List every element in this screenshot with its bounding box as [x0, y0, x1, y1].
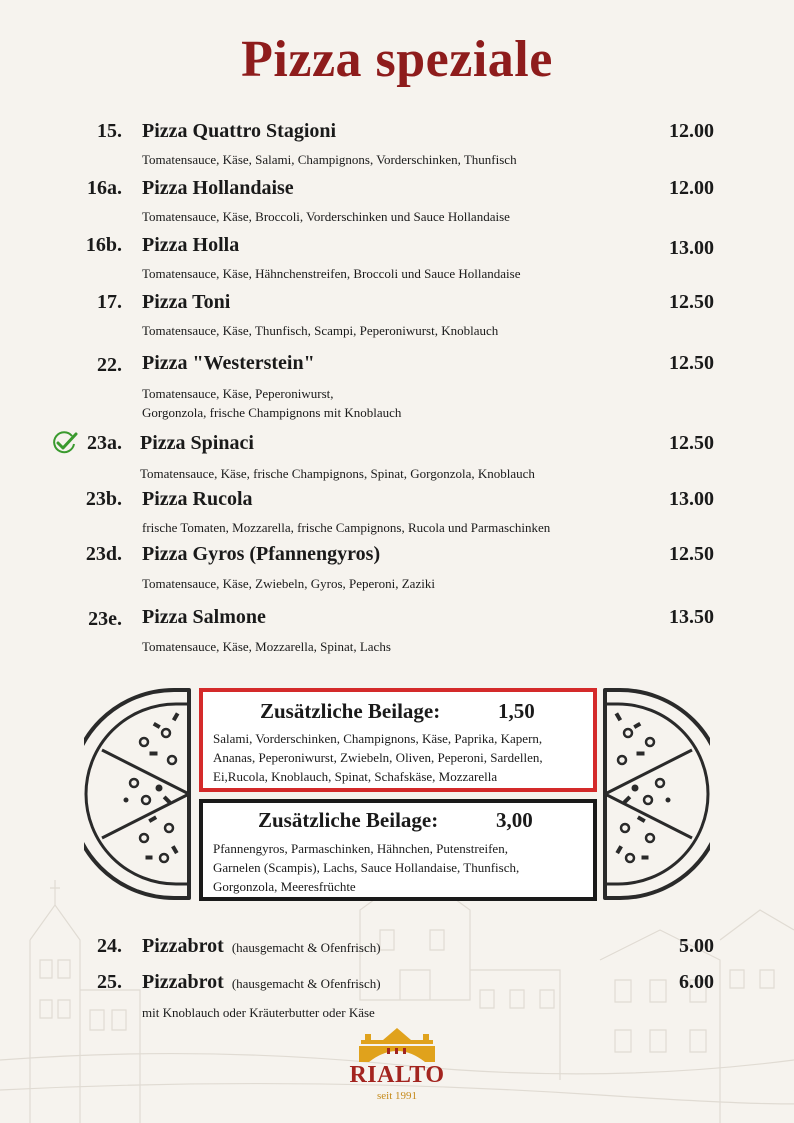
item-price: 12.50: [669, 543, 714, 565]
item-name: Pizza Gyros (Pfannengyros): [142, 543, 381, 565]
item-number: 24.: [97, 935, 122, 957]
item-price: 13.50: [669, 606, 714, 628]
logo-tagline: seit 1991: [376, 1090, 418, 1102]
item-name: Pizza Spinaci: [140, 432, 254, 454]
item-description: Tomatensauce, Käse, Thunfisch, Scampi, Peperoniwurst, Knoblauch: [142, 323, 499, 338]
item-name: [142, 971, 381, 994]
item-price: 12.50: [669, 352, 714, 374]
item-number: 17.: [97, 291, 122, 313]
item-price: 12.50: [669, 432, 714, 454]
item-price: 13.00: [669, 237, 714, 259]
pizza-half-right-icon: [600, 688, 710, 900]
item-number: 23d.: [85, 543, 122, 565]
rialto-bridge-icon: [337, 1018, 457, 1064]
extras-box-2: [199, 799, 597, 901]
logo-name: RIALTO: [349, 1062, 445, 1088]
item-name: Pizza Toni: [142, 291, 231, 313]
extras-line: Garnelen (Scampis), Lachs, Sauce Hollandaise, Thunfisch,: [213, 860, 520, 875]
item-name-text: Pizzabrot: [142, 935, 224, 957]
description-line: Gorgonzola, frische Champignons mit Knoblauch: [142, 405, 402, 420]
extras-price: 1,50: [498, 699, 535, 723]
item-price: 12.00: [669, 177, 714, 199]
rialto-logo: [337, 1018, 457, 1108]
pizza-half-left-icon: [84, 688, 194, 900]
item-number: 23a.: [87, 432, 122, 454]
item-name: Pizza Quattro Stagioni: [142, 120, 337, 142]
item-price: 12.00: [669, 120, 714, 142]
item-number: 15.: [97, 120, 122, 142]
description-line: Tomatensauce, Käse, Peperoniwurst,: [142, 386, 334, 401]
item-description: frische Tomaten, Mozzarella, frische Campignons, Rucola und Parmaschinken: [142, 520, 551, 535]
item-name: [142, 935, 381, 958]
item-description: Tomatensauce, Käse, Mozzarella, Spinat, Lachs: [142, 639, 391, 654]
extras-price: 3,00: [496, 808, 533, 832]
item-name: Pizza Rucola: [142, 488, 253, 510]
item-price: 13.00: [669, 488, 714, 510]
item-number: 23e.: [88, 608, 122, 630]
item-name-text: Pizzabrot: [142, 971, 224, 993]
item-name: Pizza Salmone: [142, 606, 266, 628]
item-number: 16a.: [87, 177, 122, 199]
item-description: Tomatensauce, Käse, Broccoli, Vorderschinken und Sauce Hollandaise: [142, 209, 510, 224]
item-description: Tomatensauce, Käse, Hähnchenstreifen, Broccoli und Sauce Hollandaise: [142, 266, 521, 281]
item-description: [142, 384, 662, 422]
item-description: Tomatensauce, Käse, Salami, Champignons, Vorderschinken, Thunfisch: [142, 152, 517, 167]
item-name: Pizza "Westerstein": [142, 352, 315, 374]
item-number: 22.: [97, 354, 122, 376]
extras-label: Zusätzliche Beilage:: [260, 699, 441, 723]
extras-label: Zusätzliche Beilage:: [258, 808, 439, 832]
item-note: (hausgemacht & Ofenfrisch): [231, 940, 381, 955]
item-price: 5.00: [679, 935, 714, 957]
extras-line: Salami, Vorderschinken, Champignons, Käse, Paprika, Kapern,: [213, 731, 543, 746]
item-number: 23b.: [85, 488, 122, 510]
page-title: Pizza speziale: [241, 31, 553, 88]
extras-list: [213, 729, 543, 786]
extras-line: Ananas, Peperoniwurst, Zwiebeln, Oliven, Peperoni, Sardellen,: [213, 750, 543, 765]
extras-line: Pfannengyros, Parmaschinken, Hähnchen, Putenstreifen,: [213, 841, 508, 856]
extras-line: Ei,Rucola, Knoblauch, Spinat, Schafskäse, Mozzarella: [213, 769, 498, 784]
item-price: 12.50: [669, 291, 714, 313]
item-name: Pizza Hollandaise: [142, 177, 294, 199]
item-number: 25.: [97, 971, 122, 993]
item-number: 16b.: [85, 234, 122, 256]
item-description: Tomatensauce, Käse, frische Champignons, Spinat, Gorgonzola, Knoblauch: [140, 466, 535, 481]
extras-list: [213, 839, 519, 896]
item-description: mit Knoblauch oder Kräuterbutter oder Käse: [142, 1005, 375, 1020]
item-description: Tomatensauce, Käse, Zwiebeln, Gyros, Peperoni, Zaziki: [142, 576, 435, 591]
item-name: Pizza Holla: [142, 234, 240, 256]
item-price: 6.00: [679, 971, 714, 993]
extras-line: Gorgonzola, Meeresfrüchte: [213, 879, 356, 894]
vegetarian-check-icon: [52, 431, 78, 455]
extras-box-1: [199, 688, 597, 792]
item-note: (hausgemacht & Ofenfrisch): [231, 976, 381, 991]
